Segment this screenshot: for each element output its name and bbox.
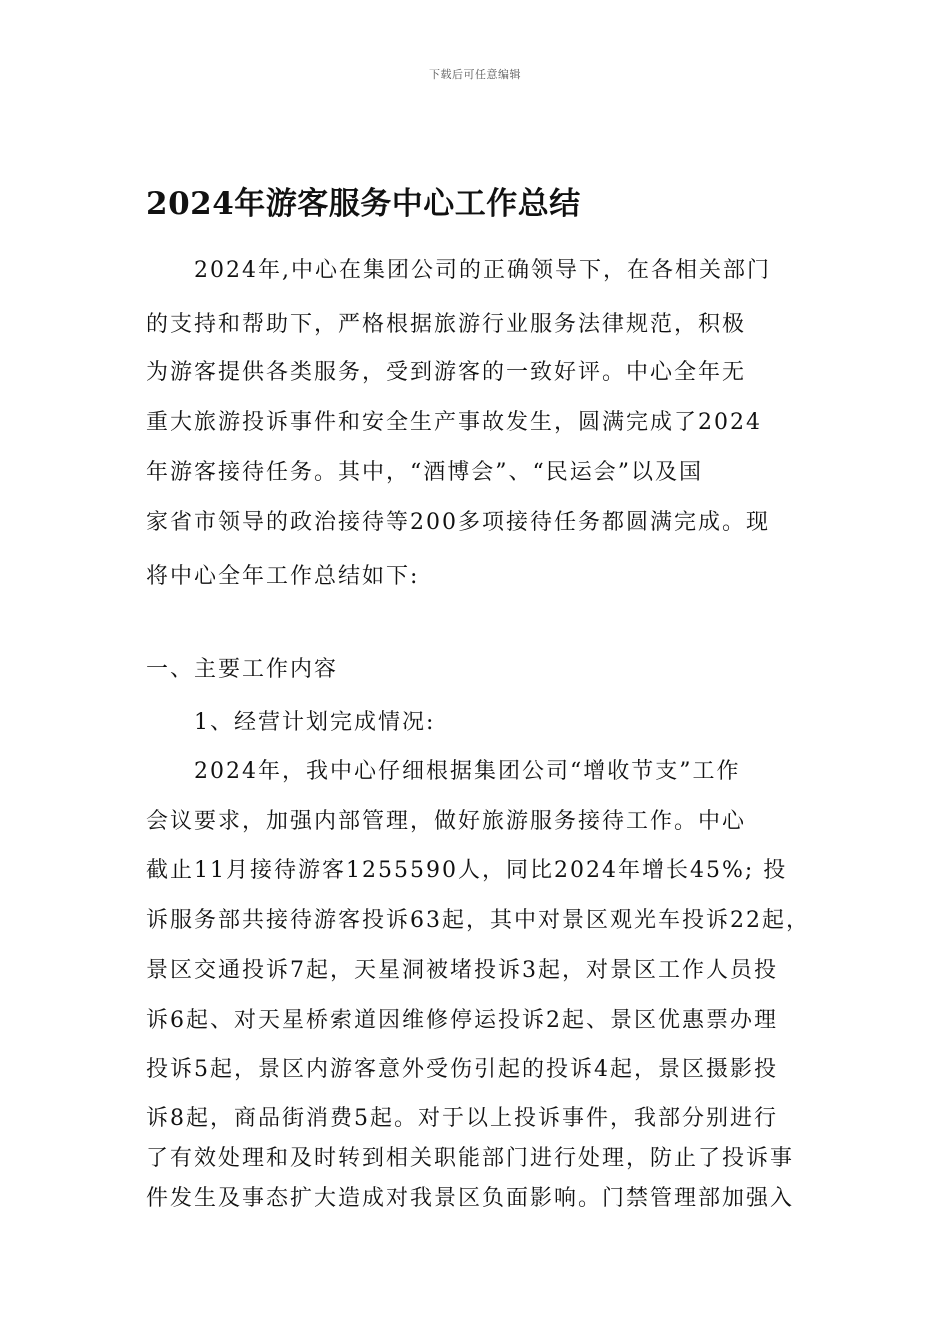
body-line: 2024年，我中心仔细根据集团公司“增收节支”工作 (194, 759, 741, 784)
body-line: 景区交通投诉7起，天星洞被堵投诉3起，对景区工作人员投 (146, 958, 778, 983)
intro-line: 家省市领导的政治接待等200多项接待任务都圆满完成。现 (146, 510, 770, 535)
section-heading: 一、主要工作内容 (146, 657, 339, 682)
body-line: 件发生及事态扩大造成对我景区负面影响。门禁管理部加强入 (146, 1186, 795, 1211)
intro-line: 为游客提供各类服务，受到游客的一致好评。中心全年无 (146, 360, 747, 385)
body-line: 诉8起，商品街消费5起。对于以上投诉事件，我部分别进行 (146, 1106, 778, 1131)
body-line: 投诉5起，景区内游客意外受伤引起的投诉4起，景区摄影投 (146, 1057, 778, 1082)
body-line: 诉6起、对天星桥索道因维修停运投诉2起、景区优惠票办理 (146, 1008, 778, 1033)
header-note: 下载后可任意编辑 (429, 68, 521, 81)
document-title: 2024年游客服务中心工作总结 (146, 186, 581, 222)
intro-line: 2024年,中心在集团公司的正确领导下，在各相关部门 (194, 258, 771, 283)
body-line: 诉服务部共接待游客投诉63起，其中对景区观光车投诉22起， (146, 908, 810, 933)
subsection-heading: 1、经营计划完成情况: (194, 710, 436, 735)
intro-line: 将中心全年工作总结如下: (146, 564, 420, 589)
intro-line: 年游客接待任务。其中，“酒博会”、“民运会”以及国 (146, 460, 703, 485)
intro-line: 重大旅游投诉事件和安全生产事故发生，圆满完成了2024 (146, 410, 762, 435)
body-line: 截止11月接待游客1255590人，同比2024年增长45%; 投 (146, 858, 788, 883)
intro-line: 的支持和帮助下，严格根据旅游行业服务法律规范，积极 (146, 312, 747, 337)
body-line: 了有效处理和及时转到相关职能部门进行处理，防止了投诉事 (146, 1146, 795, 1171)
body-line: 会议要求，加强内部管理，做好旅游服务接待工作。中心 (146, 809, 747, 834)
